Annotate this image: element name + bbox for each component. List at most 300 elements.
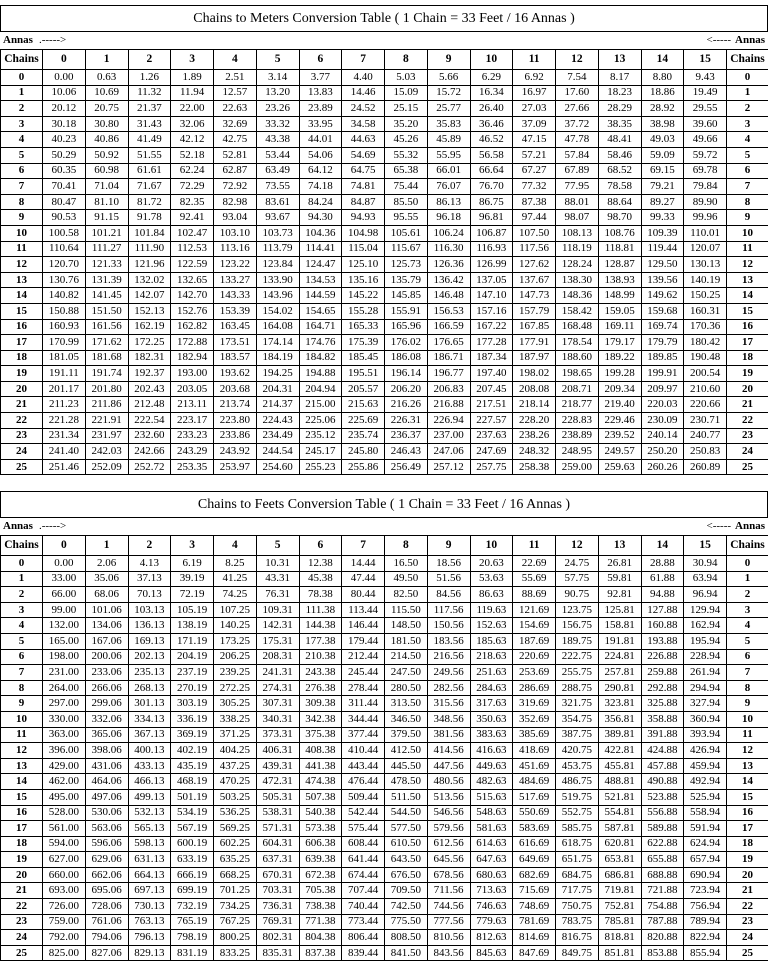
table-row (1, 428, 768, 444)
value-cell: 112.53 (171, 241, 214, 257)
value-cell: 701.25 (214, 883, 257, 899)
value-cell: 64.12 (299, 163, 342, 179)
value-cell: 145.22 (342, 288, 385, 304)
value-cell: 189.85 (641, 350, 684, 366)
annas-label-left: Annas (3, 34, 33, 46)
value-cell: 216.26 (385, 397, 428, 413)
value-cell: 48.41 (598, 132, 641, 148)
value-cell: 305.25 (214, 696, 257, 712)
value-cell: 197.40 (470, 366, 513, 382)
value-cell: 104.36 (299, 225, 342, 241)
table-row (1, 303, 768, 319)
value-cell: 449.63 (470, 758, 513, 774)
value-cell: 119.63 (470, 602, 513, 618)
value-cell: 726.00 (43, 899, 86, 915)
chain-label-right: 21 (727, 883, 768, 899)
data-grid (0, 535, 768, 961)
value-cell: 606.38 (299, 836, 342, 852)
value-cell: 93.67 (256, 210, 299, 226)
value-cell: 137.67 (513, 272, 556, 288)
annas-column-header: 2 (128, 50, 171, 70)
value-cell: 521.81 (598, 789, 641, 805)
annas-column-header: 1 (85, 50, 128, 70)
value-cell: 270.19 (171, 680, 214, 696)
value-cell: 140.19 (684, 272, 727, 288)
value-cell: 171.19 (171, 633, 214, 649)
value-cell: 13.83 (299, 85, 342, 101)
value-cell: 60.98 (85, 163, 128, 179)
value-cell: 204.31 (256, 381, 299, 397)
value-cell: 176.02 (385, 335, 428, 351)
value-cell: 27.03 (513, 101, 556, 117)
value-cell: 37.72 (556, 116, 599, 132)
value-cell: 177.91 (513, 335, 556, 351)
value-cell: 278.44 (342, 680, 385, 696)
value-cell: 548.63 (470, 805, 513, 821)
chain-label-right: 19 (727, 852, 768, 868)
value-cell: 182.31 (128, 350, 171, 366)
value-cell: 124.47 (299, 257, 342, 273)
value-cell: 837.38 (299, 945, 342, 961)
value-cell: 660.00 (43, 867, 86, 883)
value-cell: 245.44 (342, 665, 385, 681)
value-cell: 492.94 (684, 774, 727, 790)
value-cell: 431.06 (85, 758, 128, 774)
value-cell: 107.50 (513, 225, 556, 241)
value-cell: 187.69 (513, 633, 556, 649)
value-cell: 233.86 (214, 428, 257, 444)
value-cell: 829.13 (128, 945, 171, 961)
value-cell: 571.31 (256, 821, 299, 837)
value-cell: 254.60 (256, 459, 299, 475)
value-cell: 231.00 (43, 665, 86, 681)
value-cell: 140.25 (214, 618, 257, 634)
value-cell: 459.94 (684, 758, 727, 774)
annas-column-header: 5 (256, 50, 299, 70)
chain-label-right: 17 (727, 335, 768, 351)
value-cell: 398.06 (85, 743, 128, 759)
chain-label-right: 24 (727, 444, 768, 460)
chain-label-right: 17 (727, 821, 768, 837)
value-cell: 125.73 (385, 257, 428, 273)
chain-label-right: 10 (727, 711, 768, 727)
chain-label-left: 21 (1, 397, 43, 413)
value-cell: 247.06 (427, 444, 470, 460)
value-cell: 416.63 (470, 743, 513, 759)
value-cell: 22.63 (214, 101, 257, 117)
value-cell: 528.00 (43, 805, 86, 821)
chain-label-left: 15 (1, 789, 43, 805)
value-cell: 250.20 (641, 444, 684, 460)
value-cell: 445.50 (385, 758, 428, 774)
value-cell: 800.25 (214, 930, 257, 946)
value-cell: 849.75 (556, 945, 599, 961)
value-cell: 612.56 (427, 836, 470, 852)
value-cell: 158.81 (598, 618, 641, 634)
value-cell: 775.50 (385, 914, 428, 930)
value-cell: 92.41 (171, 210, 214, 226)
value-cell: 193.00 (171, 366, 214, 382)
chain-label-right: 22 (727, 899, 768, 915)
value-cell: 208.71 (556, 381, 599, 397)
chain-label-right: 10 (727, 225, 768, 241)
value-cell: 202.43 (128, 381, 171, 397)
value-cell: 40.86 (85, 132, 128, 148)
value-cell: 80.44 (342, 587, 385, 603)
value-cell: 371.25 (214, 727, 257, 743)
value-cell: 693.00 (43, 883, 86, 899)
value-cell: 57.21 (513, 147, 556, 163)
value-cell: 29.55 (684, 101, 727, 117)
value-cell: 476.44 (342, 774, 385, 790)
value-cell: 96.94 (684, 587, 727, 603)
value-cell: 4.40 (342, 70, 385, 86)
value-cell: 220.69 (513, 649, 556, 665)
value-cell: 24.75 (556, 556, 599, 572)
table-row (1, 116, 768, 132)
table-row (1, 397, 768, 413)
value-cell: 567.19 (171, 821, 214, 837)
value-cell: 674.44 (342, 867, 385, 883)
chain-label-left: 9 (1, 210, 43, 226)
value-cell: 447.56 (427, 758, 470, 774)
value-cell: 332.06 (85, 711, 128, 727)
value-cell: 66.01 (427, 163, 470, 179)
value-cell: 266.06 (85, 680, 128, 696)
value-cell: 74.81 (342, 179, 385, 195)
value-cell: 19.49 (684, 85, 727, 101)
value-cell: 373.31 (256, 727, 299, 743)
value-cell: 20.63 (470, 556, 513, 572)
value-cell: 218.14 (513, 397, 556, 413)
table-row (1, 602, 768, 618)
value-cell: 34.58 (342, 116, 385, 132)
value-cell: 23.26 (256, 101, 299, 117)
value-cell: 98.70 (598, 210, 641, 226)
value-cell: 206.20 (385, 381, 428, 397)
value-cell: 71.04 (85, 179, 128, 195)
feet-conversion-table (0, 491, 768, 961)
table-row (1, 210, 768, 226)
value-cell: 155.91 (385, 303, 428, 319)
value-cell: 41.49 (128, 132, 171, 148)
annas-column-header: 14 (641, 536, 684, 556)
value-cell: 614.63 (470, 836, 513, 852)
value-cell: 851.81 (598, 945, 641, 961)
value-cell: 130.76 (43, 272, 86, 288)
value-cell: 213.74 (214, 397, 257, 413)
value-cell: 587.81 (598, 821, 641, 837)
value-cell: 173.25 (214, 633, 257, 649)
chain-label-right: 4 (727, 132, 768, 148)
value-cell: 223.17 (171, 413, 214, 429)
table-row (1, 789, 768, 805)
annas-label-left: Annas (3, 520, 33, 532)
value-cell: 282.56 (427, 680, 470, 696)
annas-column-header: 3 (171, 50, 214, 70)
value-cell: 99.33 (641, 210, 684, 226)
value-cell: 134.06 (85, 618, 128, 634)
value-cell: 389.81 (598, 727, 641, 743)
value-cell: 252.09 (85, 459, 128, 475)
value-cell: 152.76 (171, 303, 214, 319)
value-cell: 200.54 (684, 366, 727, 382)
chain-label-left: 4 (1, 132, 43, 148)
value-cell: 26.40 (470, 101, 513, 117)
value-cell: 90.75 (556, 587, 599, 603)
value-cell: 816.75 (556, 930, 599, 946)
value-cell: 142.07 (128, 288, 171, 304)
value-cell: 243.38 (299, 665, 342, 681)
value-cell: 540.38 (299, 805, 342, 821)
chain-label-right: 7 (727, 665, 768, 681)
value-cell: 101.21 (85, 225, 128, 241)
value-cell: 74.18 (299, 179, 342, 195)
chain-label-left: 10 (1, 225, 43, 241)
value-cell: 695.06 (85, 883, 128, 899)
value-cell: 709.50 (385, 883, 428, 899)
value-cell: 495.00 (43, 789, 86, 805)
value-cell: 160.31 (684, 303, 727, 319)
value-cell: 608.44 (342, 836, 385, 852)
chain-label-right: 18 (727, 836, 768, 852)
value-cell: 255.23 (299, 459, 342, 475)
chain-label-left: 16 (1, 319, 43, 335)
value-cell: 45.26 (385, 132, 428, 148)
value-cell: 480.56 (427, 774, 470, 790)
chain-label-right: 20 (727, 381, 768, 397)
value-cell: 814.69 (513, 930, 556, 946)
value-cell: 822.94 (684, 930, 727, 946)
chain-label-right: 8 (727, 680, 768, 696)
value-cell: 54.06 (299, 147, 342, 163)
value-cell: 812.63 (470, 930, 513, 946)
table-row (1, 147, 768, 163)
value-cell: 223.80 (214, 413, 257, 429)
value-cell: 49.50 (385, 571, 428, 587)
value-cell: 247.50 (385, 665, 428, 681)
value-cell: 88.01 (556, 194, 599, 210)
value-cell: 276.38 (299, 680, 342, 696)
value-cell: 120.07 (684, 241, 727, 257)
value-cell: 707.44 (342, 883, 385, 899)
value-cell: 14.44 (342, 556, 385, 572)
value-cell: 85.50 (385, 194, 428, 210)
value-cell: 412.50 (385, 743, 428, 759)
value-cell: 375.38 (299, 727, 342, 743)
value-cell: 121.69 (513, 602, 556, 618)
value-cell: 462.00 (43, 774, 86, 790)
chain-label-left: 2 (1, 587, 43, 603)
value-cell: 515.63 (470, 789, 513, 805)
value-cell: 82.98 (214, 194, 257, 210)
value-cell: 151.50 (85, 303, 128, 319)
value-cell: 93.04 (214, 210, 257, 226)
chain-label-left: 7 (1, 665, 43, 681)
value-cell: 336.19 (171, 711, 214, 727)
value-cell: 250.83 (684, 444, 727, 460)
table-row (1, 101, 768, 117)
value-cell: 668.25 (214, 867, 257, 883)
value-cell: 3.14 (256, 70, 299, 86)
value-cell: 137.05 (470, 272, 513, 288)
value-cell: 453.75 (556, 758, 599, 774)
chain-label-left: 9 (1, 696, 43, 712)
value-cell: 767.25 (214, 914, 257, 930)
value-cell: 33.32 (256, 116, 299, 132)
value-cell: 798.19 (171, 930, 214, 946)
value-cell: 561.00 (43, 821, 86, 837)
chain-label-left: 3 (1, 602, 43, 618)
table-row (1, 665, 768, 681)
value-cell: 154.69 (513, 618, 556, 634)
value-cell: 144.59 (299, 288, 342, 304)
chain-label-left: 23 (1, 914, 43, 930)
table-row (1, 727, 768, 743)
value-cell: 26.81 (598, 556, 641, 572)
value-cell: 22.00 (171, 101, 214, 117)
value-cell: 159.68 (641, 303, 684, 319)
value-cell: 33.95 (299, 116, 342, 132)
chain-label-right: 12 (727, 743, 768, 759)
value-cell: 792.00 (43, 930, 86, 946)
table-row (1, 381, 768, 397)
chain-label-left: 24 (1, 444, 43, 460)
value-cell: 89.27 (641, 194, 684, 210)
value-cell: 143.33 (214, 288, 257, 304)
annas-column-header: 7 (342, 536, 385, 556)
value-cell: 149.62 (641, 288, 684, 304)
value-cell: 616.69 (513, 836, 556, 852)
value-cell: 284.63 (470, 680, 513, 696)
value-cell: 17.60 (556, 85, 599, 101)
value-cell: 641.44 (342, 852, 385, 868)
chain-label-right: 13 (727, 758, 768, 774)
chain-label-right: 5 (727, 633, 768, 649)
value-cell: 191.74 (85, 366, 128, 382)
chain-label-left: 20 (1, 867, 43, 883)
value-cell: 160.93 (43, 319, 86, 335)
value-cell: 20.12 (43, 101, 86, 117)
chains-header-left: Chains (1, 536, 43, 556)
value-cell: 52.81 (214, 147, 257, 163)
value-cell: 81.10 (85, 194, 128, 210)
value-cell: 162.94 (684, 618, 727, 634)
value-cell: 80.47 (43, 194, 86, 210)
value-cell: 100.58 (43, 225, 86, 241)
chain-label-right: 11 (727, 241, 768, 257)
value-cell: 135.79 (385, 272, 428, 288)
value-cell: 575.44 (342, 821, 385, 837)
value-cell: 237.00 (427, 428, 470, 444)
value-cell: 125.81 (598, 602, 641, 618)
value-cell: 402.19 (171, 743, 214, 759)
value-cell: 104.98 (342, 225, 385, 241)
value-cell: 99.96 (684, 210, 727, 226)
value-cell: 156.53 (427, 303, 470, 319)
value-cell: 723.94 (684, 883, 727, 899)
value-cell: 102.47 (171, 225, 214, 241)
arrow-right: .-----> (38, 520, 67, 532)
value-cell: 536.25 (214, 805, 257, 821)
value-cell: 488.81 (598, 774, 641, 790)
value-cell: 130.13 (684, 257, 727, 273)
chain-label-left: 0 (1, 70, 43, 86)
table-row (1, 945, 768, 961)
value-cell: 127.88 (641, 602, 684, 618)
value-cell: 690.94 (684, 867, 727, 883)
value-cell: 194.88 (299, 366, 342, 382)
value-cell: 385.69 (513, 727, 556, 743)
table-row (1, 774, 768, 790)
value-cell: 400.13 (128, 743, 171, 759)
value-cell: 84.56 (427, 587, 470, 603)
value-cell: 209.34 (598, 381, 641, 397)
chain-label-left: 5 (1, 633, 43, 649)
value-cell: 70.13 (128, 587, 171, 603)
value-cell: 841.50 (385, 945, 428, 961)
value-cell: 215.63 (342, 397, 385, 413)
value-cell: 203.68 (214, 381, 257, 397)
value-cell: 148.99 (598, 288, 641, 304)
value-cell: 808.50 (385, 930, 428, 946)
chain-label-left: 18 (1, 350, 43, 366)
annas-column-header: 6 (299, 536, 342, 556)
value-cell: 230.71 (684, 413, 727, 429)
value-cell: 340.31 (256, 711, 299, 727)
value-cell: 94.30 (299, 210, 342, 226)
value-cell: 99.00 (43, 602, 86, 618)
value-cell: 321.75 (556, 696, 599, 712)
table-row (1, 821, 768, 837)
arrow-left: <----- (706, 34, 732, 46)
chain-label-left: 18 (1, 836, 43, 852)
value-cell: 633.19 (171, 852, 214, 868)
value-cell: 113.44 (342, 602, 385, 618)
chain-label-right: 14 (727, 774, 768, 790)
value-cell: 624.94 (684, 836, 727, 852)
value-cell: 12.57 (214, 85, 257, 101)
value-cell: 672.38 (299, 867, 342, 883)
value-cell: 97.44 (513, 210, 556, 226)
value-cell: 274.31 (256, 680, 299, 696)
value-cell: 472.31 (256, 774, 299, 790)
value-cell: 802.31 (256, 930, 299, 946)
value-cell: 78.58 (598, 179, 641, 195)
value-cell: 114.41 (299, 241, 342, 257)
table-row (1, 225, 768, 241)
value-cell: 142.31 (256, 618, 299, 634)
chain-label-left: 10 (1, 711, 43, 727)
value-cell: 352.69 (513, 711, 556, 727)
value-cell: 206.83 (427, 381, 470, 397)
value-cell: 241.31 (256, 665, 299, 681)
value-cell: 169.74 (641, 319, 684, 335)
value-cell: 139.56 (641, 272, 684, 288)
value-cell: 150.88 (43, 303, 86, 319)
value-cell: 215.00 (299, 397, 342, 413)
value-cell: 157.16 (470, 303, 513, 319)
value-cell: 175.31 (256, 633, 299, 649)
value-cell: 182.94 (171, 350, 214, 366)
value-cell: 242.66 (128, 444, 171, 460)
value-cell: 360.94 (684, 711, 727, 727)
annas-label-right: Annas (735, 520, 765, 532)
table-row (1, 805, 768, 821)
chain-label-right: 24 (727, 930, 768, 946)
value-cell: 350.63 (470, 711, 513, 727)
value-cell: 732.19 (171, 899, 214, 915)
